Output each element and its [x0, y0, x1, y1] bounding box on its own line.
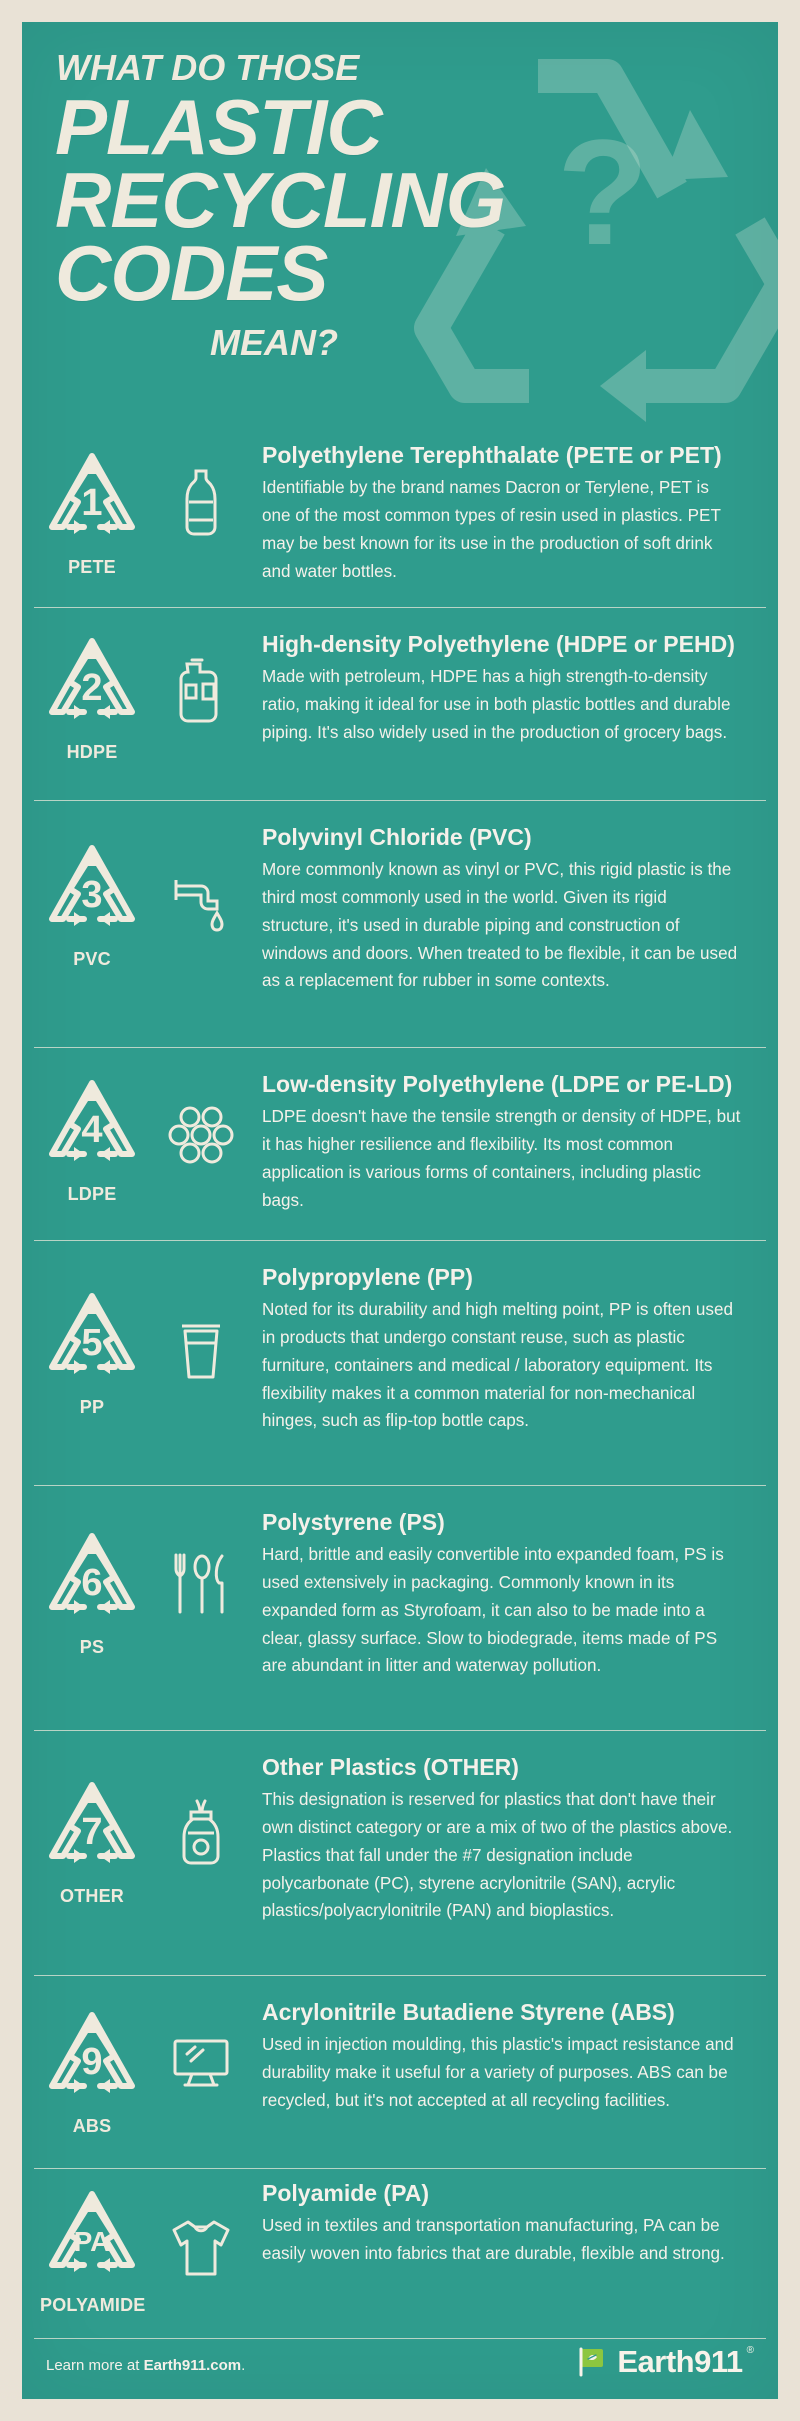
section-body-7: This designation is reserved for plastics that don't have their own distinct category or are a mix of two of the plastics above. Plastics that fall under the #7 designation include polycarbonate (PC), styrene acrylonitrile (SAN), acrylic plastics/polyacrylonitrile (PAN) and bioplastics.: [262, 1790, 733, 1921]
section-body-9: Used in textiles and transportation manufacturing, PA can be easily woven into fabrics that are durable, flexible and strong.: [262, 2216, 725, 2264]
recycling-code-section-5: [22, 1240, 778, 1485]
recycling-code-number-1: 1: [81, 482, 103, 524]
cup-icon: [164, 1310, 238, 1384]
section-body-1: Identifiable by the brand names Dacron or Terylene, PET is one of the most common types of resin used in plastics. PET may be best known for its use in the production of soft drink and water bottles.: [262, 478, 721, 581]
section-title-3: Polyvinyl Chloride (PVC): [262, 824, 532, 850]
recycling-code-label-4: LDPE: [67, 1184, 117, 1204]
baby-bottle-icon: [164, 1795, 238, 1869]
earth911-flag-icon: [575, 2344, 609, 2378]
recycling-symbol-badge-7: [40, 1779, 144, 1906]
recycling-symbol-badge-6: [40, 1530, 144, 1657]
section-copy-2: [262, 631, 742, 747]
recycling-code-number-3: 3: [81, 874, 103, 916]
header-line-2: PLASTIC: [55, 83, 382, 171]
pipe-icon: [164, 864, 238, 938]
recycling-code-label-3: PVC: [73, 949, 111, 969]
recycling-code-number-9: PA: [73, 2226, 111, 2257]
recycling-code-label-8: ABS: [72, 2116, 112, 2136]
recycling-code-section-4: [22, 1047, 778, 1240]
cutlery-icon: [164, 1545, 238, 1619]
section-copy-9: [262, 2180, 742, 2268]
recycling-code-number-7: 7: [81, 1811, 103, 1853]
recycling-code-number-8: 9: [81, 2041, 103, 2083]
recycling-code-section-9: [22, 2168, 778, 2338]
recycling-symbol-badge-2: [40, 635, 144, 762]
section-title-4: Low-density Polyethylene (LDPE or PE-LD): [262, 1071, 733, 1097]
section-title-6: Polystyrene (PS): [262, 1509, 445, 1535]
trademark-symbol: ®: [746, 2345, 754, 2356]
recycling-code-section-8: [22, 1975, 778, 2168]
recycling-symbol-badge-5: [40, 1290, 144, 1417]
recycling-symbol-badge-3: [40, 842, 144, 969]
section-title-8: Acrylonitrile Butadiene Styrene (ABS): [262, 1999, 675, 2025]
section-body-6: Hard, brittle and easily convertible into expanded foam, PS is used extensively in packaging. Commonly known in its expanded form as Styrofoam, it can also to be made into a clear, glassy surface. Slow to biodegrade, items made of PS are abundant in litter and waterway pollution.: [262, 1545, 724, 1676]
recycling-code-number-5: 5: [81, 1322, 103, 1364]
section-title-2: High-density Polyethylene (HDPE or PEHD): [262, 631, 735, 657]
section-copy-7: [262, 1754, 742, 1925]
recycling-code-label-1: PETE: [68, 557, 116, 577]
section-body-5: Noted for its durability and high melting point, PP is often used in products that undergo constant reuse, such as plastic furniture, containers and medical / laboratory equipment. Its flexibility makes it a common material for non-mechanical hinges, such as flip-top bottle caps.: [262, 1300, 733, 1431]
section-body-8: Used in injection moulding, this plastic's impact resistance and durability make it useful for a variety of purposes. ABS can be recycled, but it's not accepted at all recycling facilities.: [262, 2035, 734, 2110]
section-title-9: Polyamide (PA): [262, 2180, 429, 2206]
section-copy-6: [262, 1509, 742, 1680]
header-line-1: WHAT DO THOSE: [56, 47, 360, 88]
recycling-code-label-9: POLYAMIDE: [40, 2295, 146, 2315]
recycling-code-section-2: [22, 607, 778, 800]
header-line-3: RECYCLING: [55, 156, 506, 244]
section-copy-8: [262, 1999, 742, 2115]
header-line-4: CODES: [55, 229, 328, 317]
recycling-symbol-badge-1: [40, 450, 144, 577]
footer-learn-more: [46, 2357, 245, 2375]
recycling-code-number-6: 6: [81, 1562, 103, 1604]
recycling-symbol-badge-9: [40, 2188, 146, 2315]
section-body-2: Made with petroleum, HDPE has a high strength-to-density ratio, making it ideal for use in both plastic bottles and durable piping. It's also widely used in the production of grocery bags.: [262, 667, 731, 742]
bottle-icon: [164, 464, 238, 538]
header-line-5: MEAN?: [210, 322, 338, 363]
computer-monitor-icon: [164, 2027, 238, 2101]
footer-divider: [34, 2338, 766, 2339]
recycling-code-number-4: 4: [81, 1109, 103, 1151]
footer-suffix: .: [241, 2357, 246, 2374]
section-body-3: More commonly known as vinyl or PVC, this rigid plastic is the third most commonly used in the world. Given its rigid structure, it's used in durable piping and construction of windows and doors. When treated to be flexible, it can be used as a replacement for rubber in some contexts.: [262, 860, 738, 991]
section-copy-5: [262, 1264, 742, 1435]
section-copy-1: [262, 442, 742, 585]
hero-header: [22, 22, 778, 412]
recycling-code-section-7: [22, 1730, 778, 1975]
recycling-code-label-5: PP: [79, 1397, 105, 1417]
section-title-1: Polyethylene Terephthalate (PETE or PET): [262, 442, 722, 468]
recycling-symbol-badge-8: [40, 2009, 144, 2136]
section-body-4: LDPE doesn't have the tensile strength or density of HDPE, but it has higher resilience and flexibility. Its most common application is various forms of containers, including plastic bags.: [262, 1107, 741, 1210]
recycling-code-section-1: [22, 422, 778, 602]
infographic-panel: [22, 22, 778, 2399]
recycling-code-label-2: HDPE: [66, 742, 118, 762]
question-mark-icon: ?: [557, 108, 649, 276]
footer-prefix: Learn more at: [46, 2357, 144, 2374]
recycling-code-label-6: PS: [79, 1637, 105, 1657]
recycling-code-number-2: 2: [81, 667, 103, 709]
recycling-code-section-3: [22, 800, 778, 1047]
section-title-5: Polypropylene (PP): [262, 1264, 473, 1290]
earth911-logo[interactable]: [575, 2344, 754, 2378]
section-copy-4: [262, 1071, 742, 1214]
earth911-brand-text: Earth911: [617, 2343, 743, 2379]
recycling-code-label-7: OTHER: [60, 1886, 124, 1906]
section-copy-3: [262, 824, 742, 995]
recycling-code-section-6: [22, 1485, 778, 1730]
section-title-7: Other Plastics (OTHER): [262, 1754, 519, 1780]
jug-icon: [164, 651, 238, 725]
recycling-symbol-badge-4: [40, 1077, 144, 1204]
six-pack-ring-icon: [164, 1095, 238, 1169]
footer-site-link[interactable]: Earth911.com: [143, 2357, 242, 2374]
t-shirt-icon: [164, 2210, 238, 2284]
